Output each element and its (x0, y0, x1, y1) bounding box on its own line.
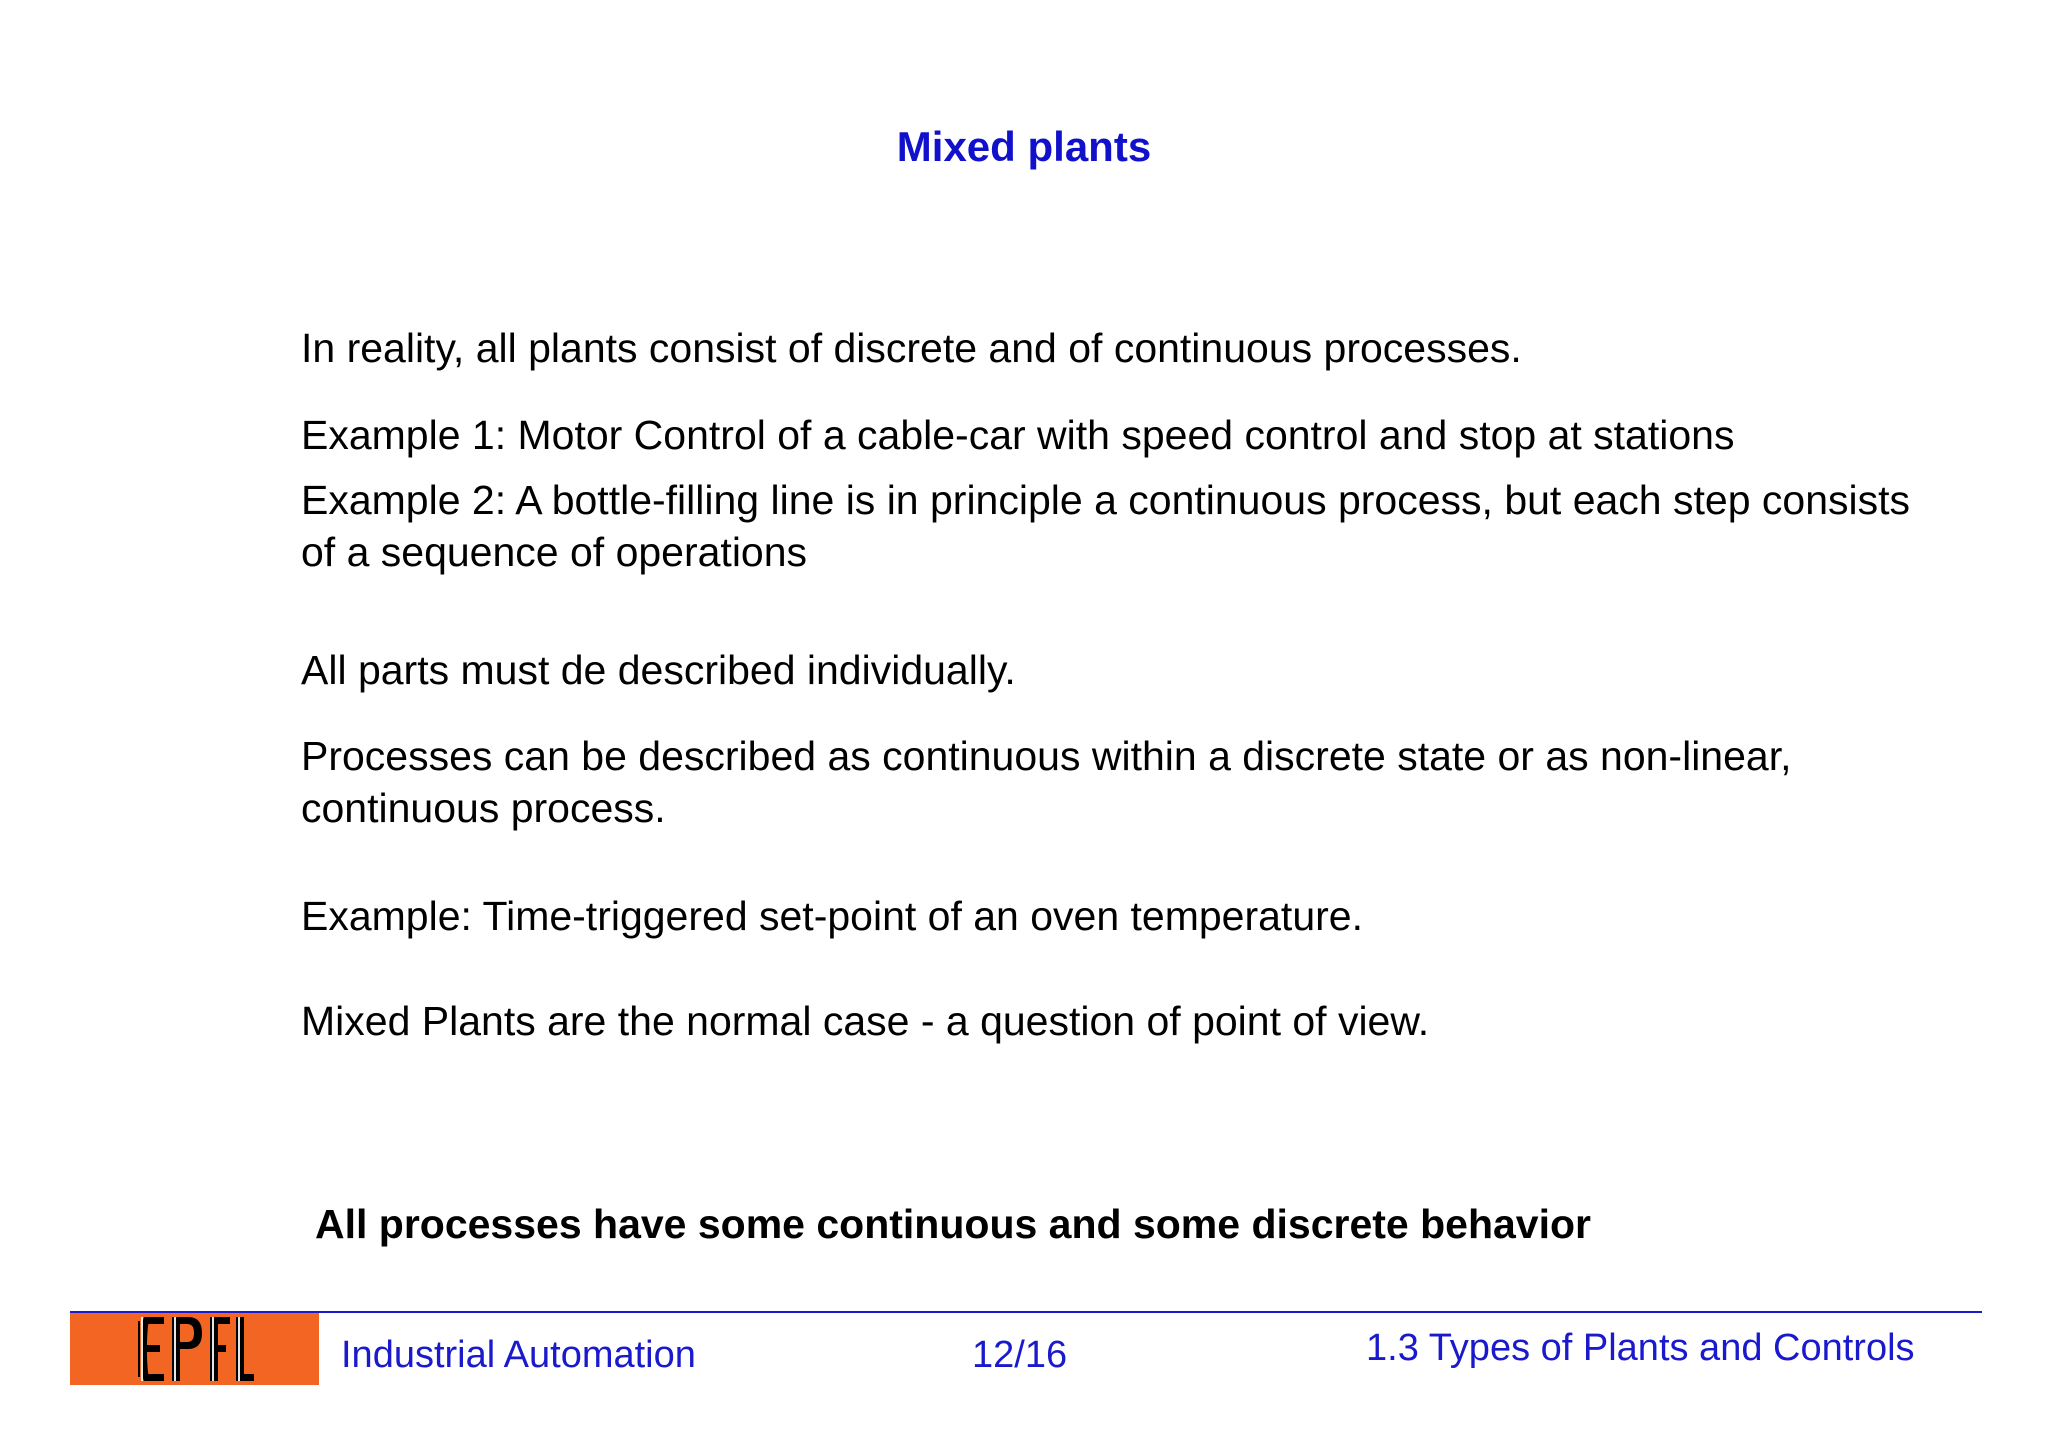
paragraph-reality: In reality, all plants consist of discrete and of continuous processes. (301, 325, 1522, 371)
paragraph-parts: All parts must de described individually. (301, 647, 1016, 693)
paragraph-oven-example: Example: Time-triggered set-point of an oven temperature. (301, 893, 1363, 939)
summary-statement: All processes have some continuous and some discrete behavior (315, 1201, 1591, 1247)
footer-divider (70, 1311, 1982, 1313)
footer-section-title: 1.3 Types of Plants and Controls (1366, 1327, 1915, 1369)
epfl-logo (70, 1313, 319, 1385)
paragraph-example-1: Example 1: Motor Control of a cable-car with speed control and stop at stations (301, 412, 1735, 458)
footer-course-title: Industrial Automation (341, 1334, 696, 1376)
footer-page-number: 12/16 (972, 1334, 1068, 1376)
paragraph-example-2: Example 2: A bottle-filling line is in principle a continuous process, but each step consists of a sequence of operations (301, 477, 1910, 575)
paragraph-processes: Processes can be described as continuous within a discrete state or as non-linear, continuous process. (301, 733, 1792, 831)
slide-title: Mixed plants (896, 123, 1152, 170)
paragraph-mixed-plants: Mixed Plants are the normal case - a question of point of view. (301, 998, 1430, 1044)
epfl-logo-mark (70, 1313, 319, 1385)
